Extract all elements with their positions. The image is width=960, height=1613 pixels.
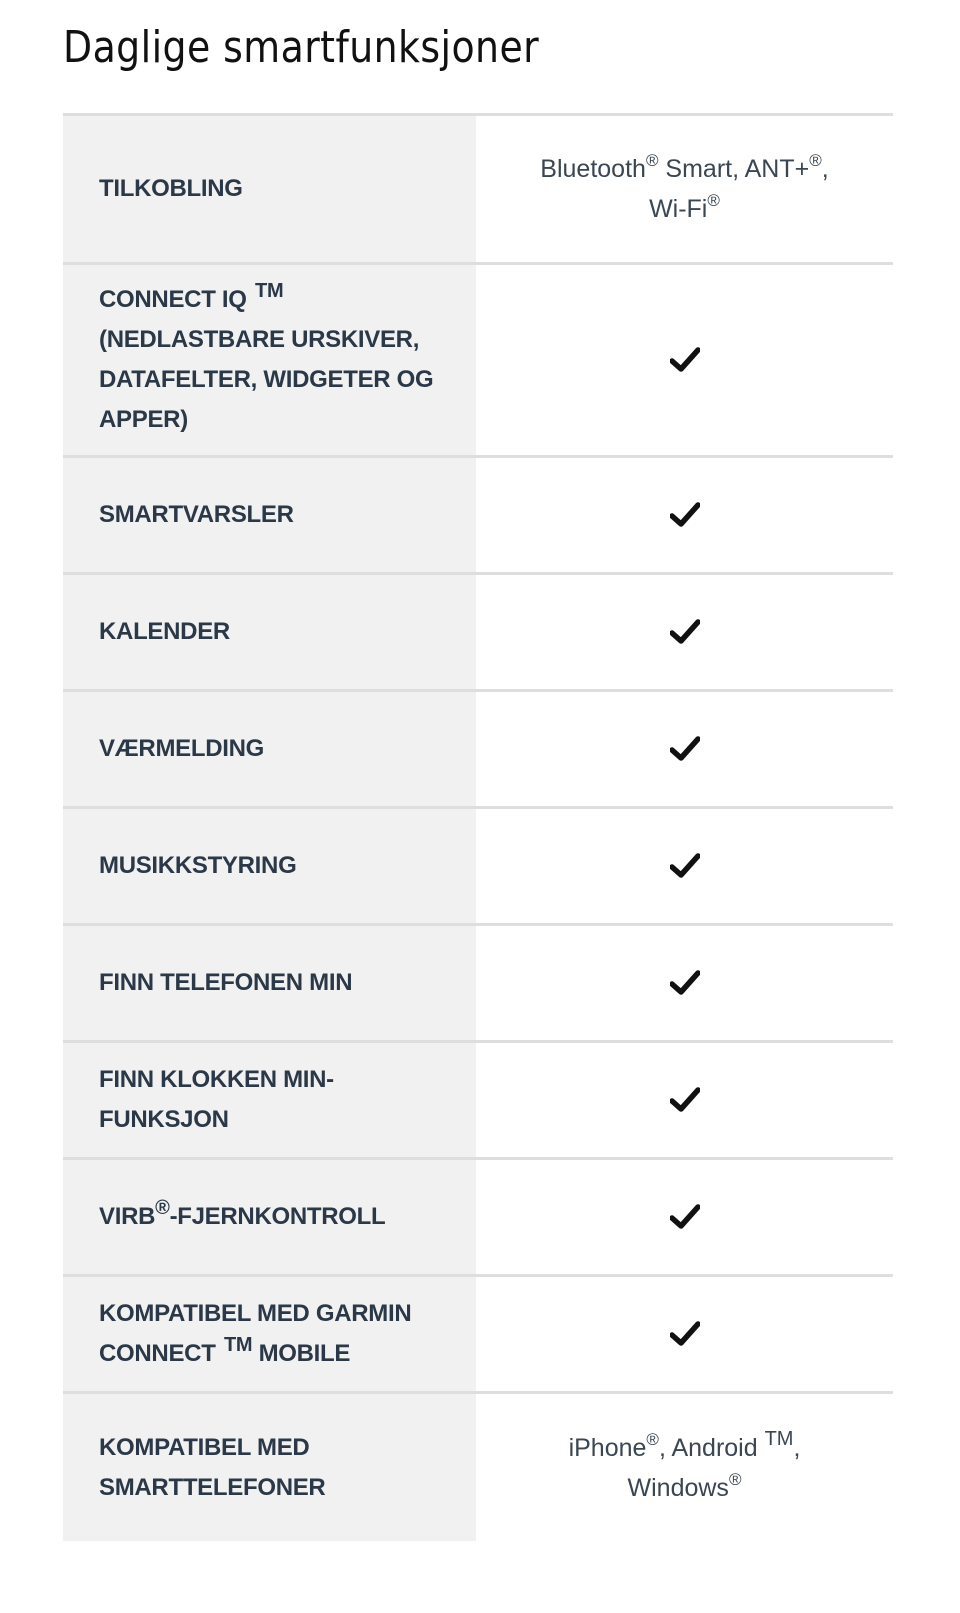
row-label bbox=[63, 458, 476, 572]
row-label bbox=[63, 692, 476, 806]
registered-mark: ® bbox=[707, 191, 720, 210]
value-text: Wi-Fi bbox=[649, 195, 708, 223]
table-row-find-my-watch bbox=[63, 1043, 893, 1160]
row-value bbox=[476, 575, 893, 689]
table-row-garmin-connect-mobile bbox=[63, 1277, 893, 1394]
registered-mark: ® bbox=[728, 1469, 742, 1489]
trademark-mark: TM bbox=[764, 1427, 794, 1450]
trademark-mark: TM bbox=[255, 280, 284, 302]
row-value bbox=[476, 809, 893, 923]
value-text: , bbox=[821, 155, 829, 183]
table-row-connect-iq bbox=[63, 265, 893, 458]
registered-mark: ® bbox=[809, 151, 822, 170]
label-text: MOBILE bbox=[252, 1340, 351, 1367]
value-text: Smart, ANT+ bbox=[658, 155, 810, 183]
row-label bbox=[63, 265, 476, 455]
value-text: Windows bbox=[627, 1473, 729, 1502]
registered-mark: ® bbox=[646, 1429, 659, 1449]
row-label bbox=[63, 1043, 476, 1157]
check-icon bbox=[670, 736, 700, 762]
value-text: , Android bbox=[658, 1433, 765, 1462]
row-label-text bbox=[99, 1294, 446, 1374]
table-row-music-control bbox=[63, 809, 893, 926]
page-title: Daglige smartfunksjoner bbox=[63, 22, 540, 73]
row-label-text: VÆRMELDING bbox=[99, 735, 265, 762]
value-text: , bbox=[793, 1433, 801, 1462]
row-value bbox=[476, 1043, 893, 1157]
registered-mark: ® bbox=[645, 151, 659, 170]
label-text: VIRB bbox=[99, 1203, 156, 1230]
check-icon bbox=[670, 619, 700, 645]
label-text: -FJERNKONTROLL bbox=[169, 1203, 386, 1230]
row-value bbox=[476, 458, 893, 572]
row-label bbox=[63, 926, 476, 1040]
registered-mark: ® bbox=[155, 1197, 170, 1219]
check-icon bbox=[670, 347, 700, 373]
value-text: Bluetooth bbox=[540, 155, 646, 183]
table-row-smart-notifications bbox=[63, 458, 893, 575]
row-label-text: KOMPATIBEL MED SMARTTELEFONER bbox=[99, 1433, 326, 1501]
table-row-calendar bbox=[63, 575, 893, 692]
table-row-weather bbox=[63, 692, 893, 809]
table-row-smartphone-compatibility bbox=[63, 1394, 893, 1541]
row-value bbox=[476, 1277, 893, 1391]
check-icon bbox=[670, 970, 700, 996]
row-value bbox=[476, 1160, 893, 1274]
row-label bbox=[63, 1394, 476, 1541]
row-label bbox=[63, 809, 476, 923]
table-row-virb-remote bbox=[63, 1160, 893, 1277]
check-icon bbox=[670, 1321, 700, 1347]
row-label-text: FINN TELEFONEN MIN bbox=[99, 969, 353, 996]
check-icon bbox=[670, 1204, 700, 1230]
row-value bbox=[476, 1394, 893, 1541]
check-icon bbox=[670, 853, 700, 879]
table-row-find-my-phone bbox=[63, 926, 893, 1043]
check-icon bbox=[670, 502, 700, 528]
row-label-text bbox=[99, 1197, 385, 1237]
row-label-text: FINN KLOKKEN MIN-FUNKSJON bbox=[99, 1066, 334, 1133]
row-value bbox=[476, 692, 893, 806]
trademark-mark: TM bbox=[223, 1334, 253, 1356]
row-label bbox=[63, 116, 476, 262]
row-value bbox=[476, 265, 893, 455]
connectivity-value bbox=[540, 149, 828, 229]
row-label bbox=[63, 1160, 476, 1274]
row-label-text: SMARTVARSLER bbox=[99, 501, 294, 528]
label-text: (NEDLASTBARE URSKIVER, DATAFELTER, WIDGETER OG APPER) bbox=[99, 326, 434, 433]
label-text: CONNECT IQ bbox=[99, 286, 254, 313]
row-label bbox=[63, 575, 476, 689]
row-label-text: TILKOBLING bbox=[99, 175, 243, 202]
row-label-text: MUSIKKSTYRING bbox=[99, 852, 297, 879]
value-text: iPhone bbox=[568, 1433, 647, 1462]
table-row-connectivity bbox=[63, 116, 893, 265]
check-icon bbox=[670, 1087, 700, 1113]
row-value bbox=[476, 116, 893, 262]
row-label bbox=[63, 1277, 476, 1391]
smartphone-value bbox=[569, 1428, 801, 1508]
label-text: KOMPATIBEL MED GARMIN CONNECT bbox=[99, 1300, 412, 1367]
row-label-text: KALENDER bbox=[99, 618, 230, 645]
row-label-text bbox=[99, 280, 446, 440]
row-value bbox=[476, 926, 893, 1040]
smart-features-table bbox=[63, 113, 893, 1541]
